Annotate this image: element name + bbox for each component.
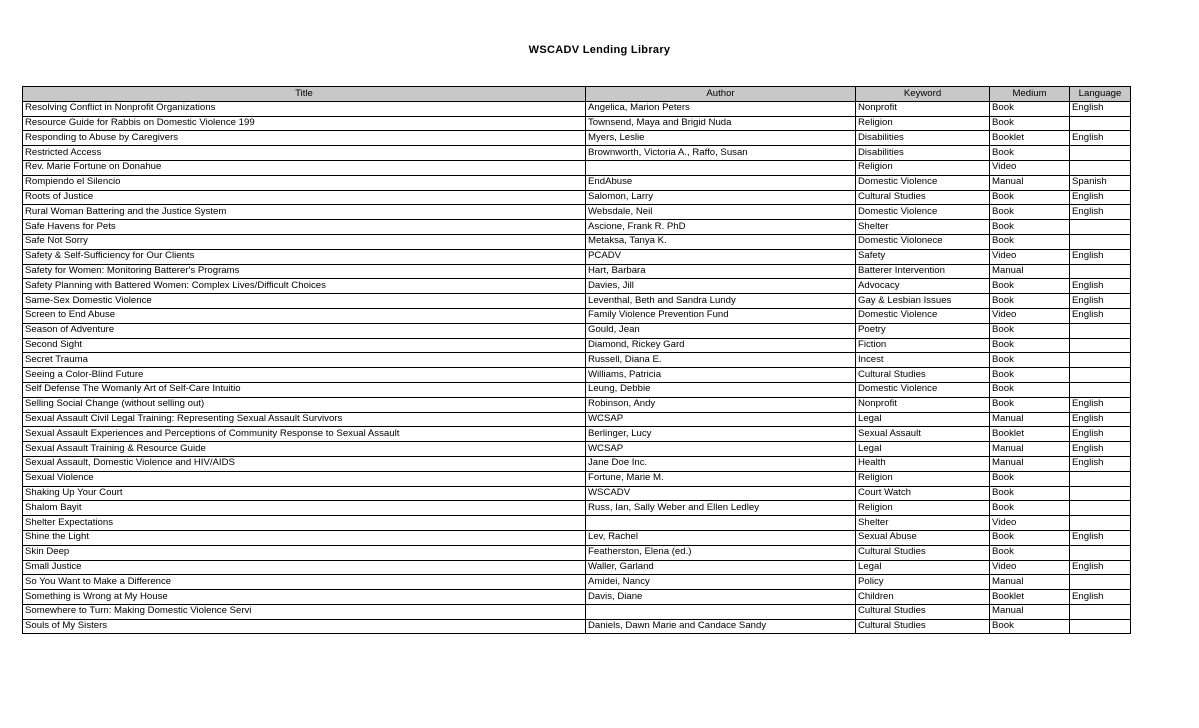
cell-language xyxy=(1070,382,1131,397)
table-row xyxy=(23,146,1131,161)
cell-language xyxy=(1070,501,1131,516)
cell-author: Angelica, Marion Peters xyxy=(586,101,856,116)
cell-language: English xyxy=(1070,397,1131,412)
cell-medium: Manual xyxy=(990,575,1070,590)
cell-medium: Book xyxy=(990,368,1070,383)
cell-keyword: Religion xyxy=(856,471,990,486)
table-row xyxy=(23,160,1131,175)
cell-medium: Book xyxy=(990,397,1070,412)
table-row xyxy=(23,427,1131,442)
cell-keyword: Domestic Violence xyxy=(856,205,990,220)
cell-title: Second Sight xyxy=(23,338,586,353)
cell-medium: Book xyxy=(990,294,1070,309)
table-header-row xyxy=(23,87,1131,102)
cell-title: Safety for Women: Monitoring Batterer's Programs xyxy=(23,264,586,279)
cell-keyword: Advocacy xyxy=(856,279,990,294)
cell-author: Fortune, Marie M. xyxy=(586,471,856,486)
cell-title: Skin Deep xyxy=(23,545,586,560)
cell-title: Somewhere to Turn: Making Domestic Violence Servi xyxy=(23,604,586,619)
cell-title: Safety & Self-Sufficiency for Our Clients xyxy=(23,249,586,264)
cell-medium: Video xyxy=(990,560,1070,575)
cell-medium: Book xyxy=(990,101,1070,116)
cell-author xyxy=(586,160,856,175)
cell-keyword: Nonprofit xyxy=(856,397,990,412)
cell-keyword: Cultural Studies xyxy=(856,368,990,383)
cell-medium: Manual xyxy=(990,412,1070,427)
cell-title: Sexual Assault Civil Legal Training: Representing Sexual Assault Survivors xyxy=(23,412,586,427)
cell-language: English xyxy=(1070,560,1131,575)
cell-title: Small Justice xyxy=(23,560,586,575)
cell-language: English xyxy=(1070,590,1131,605)
cell-title: Sexual Assault, Domestic Violence and HIV/AIDS xyxy=(23,456,586,471)
cell-keyword: Health xyxy=(856,456,990,471)
table-row xyxy=(23,175,1131,190)
cell-keyword: Religion xyxy=(856,160,990,175)
cell-keyword: Gay & Lesbian Issues xyxy=(856,294,990,309)
cell-medium: Video xyxy=(990,308,1070,323)
header-author: Author xyxy=(586,87,856,102)
cell-medium: Book xyxy=(990,382,1070,397)
table-row xyxy=(23,353,1131,368)
cell-title: Sexual Violence xyxy=(23,471,586,486)
table-row xyxy=(23,249,1131,264)
cell-author: WCSAP xyxy=(586,412,856,427)
cell-keyword: Incest xyxy=(856,353,990,368)
cell-language: English xyxy=(1070,131,1131,146)
table-row xyxy=(23,131,1131,146)
cell-title: Secret Trauma xyxy=(23,353,586,368)
cell-author: PCADV xyxy=(586,249,856,264)
cell-keyword: Fiction xyxy=(856,338,990,353)
cell-language: English xyxy=(1070,308,1131,323)
cell-keyword: Cultural Studies xyxy=(856,619,990,634)
table-row xyxy=(23,234,1131,249)
cell-medium: Video xyxy=(990,160,1070,175)
cell-language: English xyxy=(1070,190,1131,205)
cell-title: Something is Wrong at My House xyxy=(23,590,586,605)
cell-medium: Video xyxy=(990,516,1070,531)
cell-title: Souls of My Sisters xyxy=(23,619,586,634)
cell-keyword: Children xyxy=(856,590,990,605)
cell-author: Hart, Barbara xyxy=(586,264,856,279)
table-row xyxy=(23,442,1131,457)
cell-language xyxy=(1070,116,1131,131)
cell-author: Myers, Leslie xyxy=(586,131,856,146)
cell-language: English xyxy=(1070,442,1131,457)
cell-author: Berlinger, Lucy xyxy=(586,427,856,442)
cell-language xyxy=(1070,368,1131,383)
table-row xyxy=(23,545,1131,560)
cell-author: Townsend, Maya and Brigid Nuda xyxy=(586,116,856,131)
table-row xyxy=(23,471,1131,486)
cell-author: Ascione, Frank R. PhD xyxy=(586,220,856,235)
cell-medium: Book xyxy=(990,146,1070,161)
cell-keyword: Legal xyxy=(856,560,990,575)
cell-author: Robinson, Andy xyxy=(586,397,856,412)
table-row xyxy=(23,101,1131,116)
table-row xyxy=(23,116,1131,131)
cell-keyword: Legal xyxy=(856,412,990,427)
cell-author: Featherston, Elena (ed.) xyxy=(586,545,856,560)
cell-keyword: Domestic Violence xyxy=(856,382,990,397)
cell-medium: Book xyxy=(990,220,1070,235)
lending-library-table xyxy=(22,86,1131,634)
document-title: WSCADV Lending Library xyxy=(528,44,671,56)
cell-medium: Book xyxy=(990,619,1070,634)
cell-author: Salomon, Larry xyxy=(586,190,856,205)
cell-keyword: Legal xyxy=(856,442,990,457)
header-language: Language xyxy=(1070,87,1131,102)
table-row xyxy=(23,205,1131,220)
cell-title: Rompiendo el Silencio xyxy=(23,175,586,190)
table-row xyxy=(23,590,1131,605)
cell-medium: Book xyxy=(990,205,1070,220)
cell-medium: Manual xyxy=(990,456,1070,471)
cell-medium: Book xyxy=(990,471,1070,486)
cell-medium: Video xyxy=(990,249,1070,264)
table-row xyxy=(23,501,1131,516)
cell-keyword: Court Watch xyxy=(856,486,990,501)
cell-language xyxy=(1070,545,1131,560)
cell-title: Roots of Justice xyxy=(23,190,586,205)
table-row xyxy=(23,619,1131,634)
cell-title: So You Want to Make a Difference xyxy=(23,575,586,590)
cell-keyword: Batterer Intervention xyxy=(856,264,990,279)
cell-title: Shelter Expectations xyxy=(23,516,586,531)
cell-title: Season of Adventure xyxy=(23,323,586,338)
cell-title: Rural Woman Battering and the Justice System xyxy=(23,205,586,220)
cell-medium: Book xyxy=(990,353,1070,368)
cell-keyword: Cultural Studies xyxy=(856,190,990,205)
cell-language: English xyxy=(1070,279,1131,294)
cell-keyword: Nonprofit xyxy=(856,101,990,116)
cell-medium: Book xyxy=(990,190,1070,205)
cell-title: Resource Guide for Rabbis on Domestic Violence 199 xyxy=(23,116,586,131)
table-row xyxy=(23,456,1131,471)
cell-author xyxy=(586,604,856,619)
header-title: Title xyxy=(23,87,586,102)
cell-author: Diamond, Rickey Gard xyxy=(586,338,856,353)
cell-medium: Booklet xyxy=(990,590,1070,605)
cell-language xyxy=(1070,234,1131,249)
cell-medium: Book xyxy=(990,323,1070,338)
table-row xyxy=(23,190,1131,205)
cell-title: Shine the Light xyxy=(23,530,586,545)
cell-language xyxy=(1070,471,1131,486)
cell-title: Resolving Conflict in Nonprofit Organizations xyxy=(23,101,586,116)
cell-language xyxy=(1070,353,1131,368)
cell-language xyxy=(1070,220,1131,235)
cell-keyword: Disabilities xyxy=(856,131,990,146)
cell-language xyxy=(1070,323,1131,338)
cell-author: Russell, Diana E. xyxy=(586,353,856,368)
cell-language: English xyxy=(1070,456,1131,471)
table-row xyxy=(23,220,1131,235)
table-row xyxy=(23,308,1131,323)
cell-author: Russ, Ian, Sally Weber and Ellen Ledley xyxy=(586,501,856,516)
cell-medium: Book xyxy=(990,279,1070,294)
cell-keyword: Domestic Violence xyxy=(856,308,990,323)
cell-author: Brownworth, Victoria A., Raffo, Susan xyxy=(586,146,856,161)
cell-title: Seeing a Color-Blind Future xyxy=(23,368,586,383)
cell-title: Selling Social Change (without selling out) xyxy=(23,397,586,412)
cell-author: Davies, Jill xyxy=(586,279,856,294)
table-row xyxy=(23,560,1131,575)
cell-language xyxy=(1070,604,1131,619)
cell-title: Restricted Access xyxy=(23,146,586,161)
cell-keyword: Sexual Abuse xyxy=(856,530,990,545)
cell-author: Williams, Patricia xyxy=(586,368,856,383)
cell-author: Daniels, Dawn Marie and Candace Sandy xyxy=(586,619,856,634)
cell-language xyxy=(1070,516,1131,531)
cell-author: Waller, Garland xyxy=(586,560,856,575)
cell-language xyxy=(1070,619,1131,634)
cell-keyword: Poetry xyxy=(856,323,990,338)
table-row xyxy=(23,486,1131,501)
cell-title: Safety Planning with Battered Women: Complex Lives/Difficult Choices xyxy=(23,279,586,294)
cell-title: Rev. Marie Fortune on Donahue xyxy=(23,160,586,175)
cell-language: English xyxy=(1070,427,1131,442)
cell-language xyxy=(1070,160,1131,175)
cell-medium: Booklet xyxy=(990,131,1070,146)
table-row xyxy=(23,368,1131,383)
cell-medium: Manual xyxy=(990,442,1070,457)
cell-language xyxy=(1070,575,1131,590)
cell-title: Shaking Up Your Court xyxy=(23,486,586,501)
cell-medium: Book xyxy=(990,486,1070,501)
cell-medium: Book xyxy=(990,501,1070,516)
cell-author: Leung, Debbie xyxy=(586,382,856,397)
cell-keyword: Shelter xyxy=(856,516,990,531)
table-row xyxy=(23,382,1131,397)
cell-medium: Manual xyxy=(990,175,1070,190)
table-row xyxy=(23,338,1131,353)
cell-title: Screen to End Abuse xyxy=(23,308,586,323)
table-body xyxy=(23,101,1131,634)
cell-language: English xyxy=(1070,249,1131,264)
cell-author: Family Violence Prevention Fund xyxy=(586,308,856,323)
cell-keyword: Domestic Violence xyxy=(856,175,990,190)
table-row xyxy=(23,530,1131,545)
cell-author xyxy=(586,516,856,531)
cell-language: English xyxy=(1070,205,1131,220)
table-row xyxy=(23,264,1131,279)
cell-language: English xyxy=(1070,412,1131,427)
cell-keyword: Disabilities xyxy=(856,146,990,161)
cell-language xyxy=(1070,146,1131,161)
cell-language xyxy=(1070,338,1131,353)
cell-keyword: Shelter xyxy=(856,220,990,235)
cell-language: English xyxy=(1070,101,1131,116)
cell-author: WCSAP xyxy=(586,442,856,457)
cell-title: Safe Not Sorry xyxy=(23,234,586,249)
table-row xyxy=(23,516,1131,531)
table-row xyxy=(23,604,1131,619)
cell-medium: Book xyxy=(990,116,1070,131)
cell-title: Sexual Assault Training & Resource Guide xyxy=(23,442,586,457)
cell-keyword: Religion xyxy=(856,501,990,516)
cell-keyword: Safety xyxy=(856,249,990,264)
cell-medium: Booklet xyxy=(990,427,1070,442)
table-row xyxy=(23,575,1131,590)
table-row xyxy=(23,323,1131,338)
cell-language: English xyxy=(1070,530,1131,545)
cell-language xyxy=(1070,264,1131,279)
cell-author: Davis, Diane xyxy=(586,590,856,605)
cell-language: Spanish xyxy=(1070,175,1131,190)
cell-medium: Book xyxy=(990,338,1070,353)
cell-author: EndAbuse xyxy=(586,175,856,190)
cell-keyword: Domestic Violonece xyxy=(856,234,990,249)
cell-keyword: Policy xyxy=(856,575,990,590)
cell-author: Metaksa, Tanya K. xyxy=(586,234,856,249)
cell-author: Lev, Rachel xyxy=(586,530,856,545)
cell-medium: Book xyxy=(990,234,1070,249)
cell-title: Safe Havens for Pets xyxy=(23,220,586,235)
cell-language: English xyxy=(1070,294,1131,309)
cell-keyword: Cultural Studies xyxy=(856,545,990,560)
cell-author: Jane Doe Inc. xyxy=(586,456,856,471)
cell-language xyxy=(1070,486,1131,501)
table-row xyxy=(23,412,1131,427)
table-row xyxy=(23,279,1131,294)
cell-keyword: Sexual Assault xyxy=(856,427,990,442)
cell-author: Gould, Jean xyxy=(586,323,856,338)
cell-author: Amidei, Nancy xyxy=(586,575,856,590)
table-row xyxy=(23,294,1131,309)
table-row xyxy=(23,397,1131,412)
cell-medium: Book xyxy=(990,530,1070,545)
cell-author: Websdale, Neil xyxy=(586,205,856,220)
cell-title: Sexual Assault Experiences and Perceptions of Community Response to Sexual Assault xyxy=(23,427,586,442)
cell-author: Leventhal, Beth and Sandra Lundy xyxy=(586,294,856,309)
cell-keyword: Religion xyxy=(856,116,990,131)
cell-keyword: Cultural Studies xyxy=(856,604,990,619)
cell-title: Same-Sex Domestic Violence xyxy=(23,294,586,309)
header-keyword: Keyword xyxy=(856,87,990,102)
cell-medium: Book xyxy=(990,545,1070,560)
cell-title: Responding to Abuse by Caregivers xyxy=(23,131,586,146)
cell-medium: Manual xyxy=(990,604,1070,619)
header-medium: Medium xyxy=(990,87,1070,102)
cell-author: WSCADV xyxy=(586,486,856,501)
cell-medium: Manual xyxy=(990,264,1070,279)
cell-title: Shalom Bayit xyxy=(23,501,586,516)
cell-title: Self Defense The Womanly Art of Self-Care Intuitio xyxy=(23,382,586,397)
